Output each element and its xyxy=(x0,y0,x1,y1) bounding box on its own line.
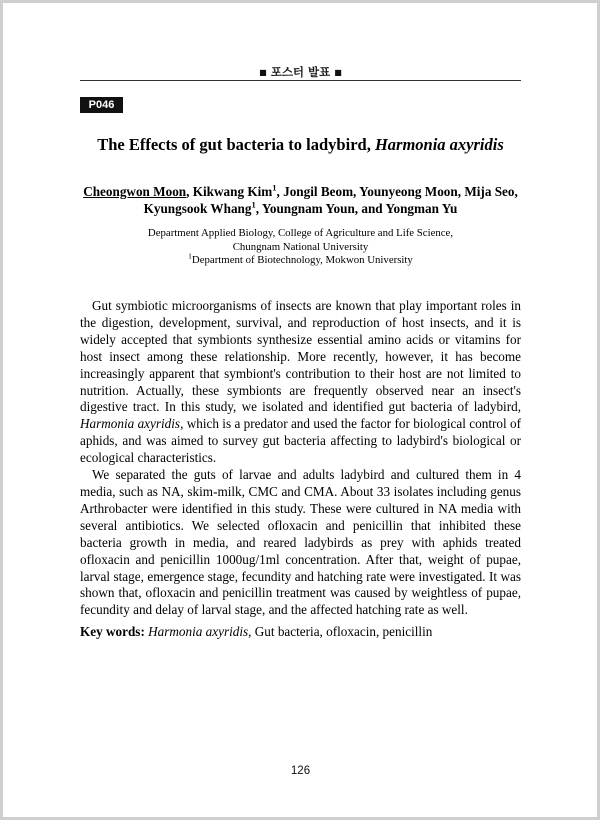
affiliation-mark: 1 xyxy=(272,182,277,193)
author-text: Kyungsook Whang xyxy=(143,201,252,216)
abstract-text: , which is a predator and used the factor for biological control of aphids, and was aimed to survey gut bacteria affecting to ladybird's biological or ecological characteristics. xyxy=(80,416,521,466)
presenting-author: Cheongwon Moon xyxy=(83,184,187,199)
affiliation-mark: 1 xyxy=(251,199,256,210)
page-border-left xyxy=(0,0,3,820)
keyword-list: , Gut bacteria, ofloxacin, penicillin xyxy=(248,624,433,639)
keywords-label: Key words: xyxy=(80,624,149,639)
affiliation-text: Department of Biotechnology, Mokwon University xyxy=(191,254,413,266)
author-text: , Jongil Beom, Younyeong Moon, Mija Seo, xyxy=(276,184,518,199)
author-text: , Kikwang Kim xyxy=(186,184,273,199)
poster-id-badge: P046 xyxy=(80,97,123,113)
affiliation-line xyxy=(60,251,541,268)
author-text: , Youngnam Youn, and Yongman Yu xyxy=(255,201,458,216)
keywords xyxy=(80,624,521,640)
square-bullet-icon: ■ xyxy=(259,68,267,77)
abstract-body xyxy=(80,298,521,619)
abstract-text: Gut symbiotic microorganisms of insects are known that play important roles in the digestion, development, survival, and reproduction of host insects, and it is widely accepted that symbionts synthesize essential amino acids or vitamins for host insect among these relationship. More recently, however, it has become increasingly apparent that symbiont's contribution to their host are not limited to nutrition. Actually, these symbionts are frequently observed near an insect's digestive tract. In this study, we isolated and identified gut bacteria of ladybird, xyxy=(80,298,521,415)
page-number: 126 xyxy=(290,765,311,777)
title-species: Harmonia axyridis xyxy=(374,135,504,154)
header-rule xyxy=(80,80,521,81)
keyword-species: Harmonia axyridis xyxy=(148,624,249,639)
affiliation-mark: 1 xyxy=(188,251,192,261)
running-header xyxy=(80,64,521,80)
section-label: 포스터 발표 xyxy=(270,65,331,79)
author-list xyxy=(60,183,541,217)
abstract-paragraph xyxy=(80,298,521,467)
abstract-species: Harmonia axyridis xyxy=(80,416,181,432)
affiliation-line: Department Applied Biology, College of Agriculture and Life Science, xyxy=(147,227,454,239)
affiliation-line: Chungnam National University xyxy=(232,240,369,253)
title-text: The Effects of gut bacteria to ladybird, xyxy=(97,135,375,154)
paper-title xyxy=(60,135,541,155)
affiliations xyxy=(60,227,541,268)
square-bullet-icon: ■ xyxy=(334,68,342,77)
abstract-paragraph: We separated the guts of larvae and adults ladybird and cultured them in 4 media, such as NA, skim-milk, CMC and CMA. About 33 isolates including genus Arthrobacter were identified in this study. These were cultured in NA media with several antibiotics. We selected ofloxacin and penicillin that inhibited these bacteria growth in media, and reared ladybirds as prey with aphids treated ofloxacin and penicillin 1000ug/1ml concentration. After that, weight of pupae, larval stage, emergence stage, fecundity and hatching rate were investigated. It was shown that, ofloxacin and penicillin treatment was caused by weightless of pupae, fecundity and delay of larval stage, and the affected hatching rate as well. xyxy=(80,467,521,618)
page-border-top xyxy=(0,0,600,3)
